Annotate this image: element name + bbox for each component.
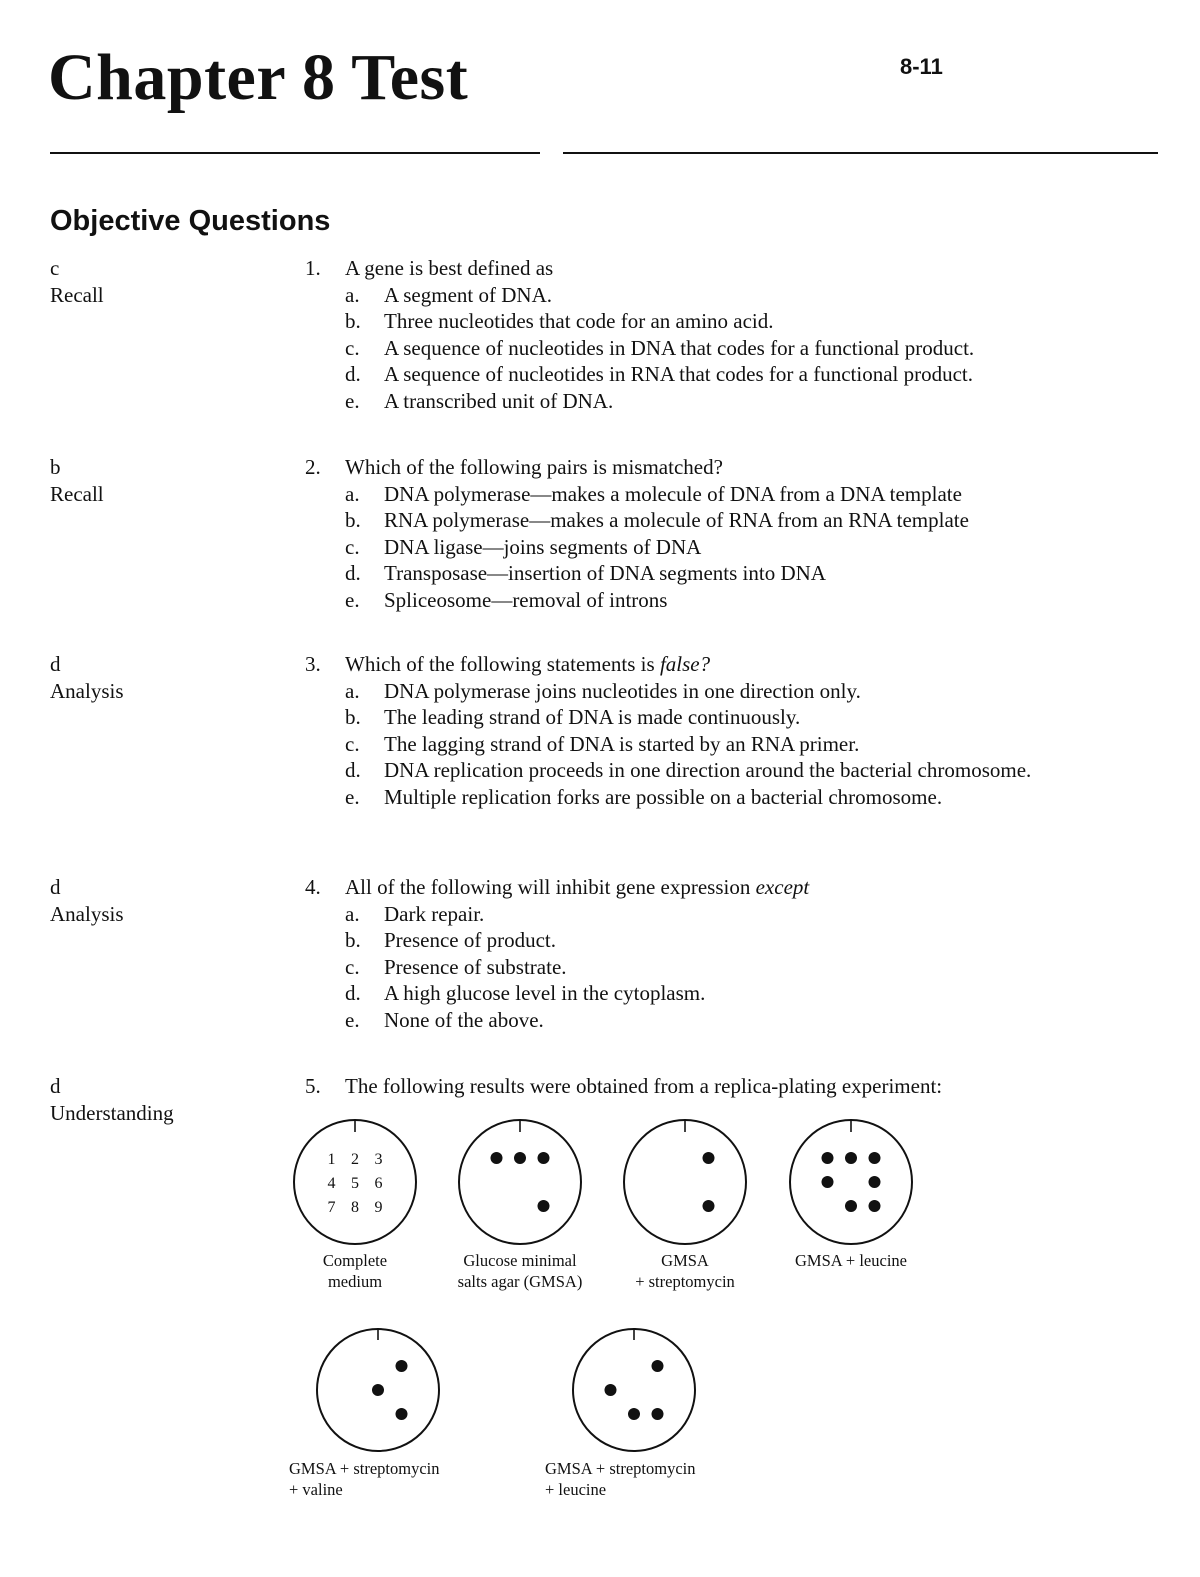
colony [869,1152,881,1164]
option-letter: d. [345,981,361,1005]
plate-outline [790,1120,912,1244]
page-title: Chapter 8 Test [48,41,469,114]
plate-label: GMSA [661,1251,709,1270]
option-text: Presence of substrate. [384,954,567,979]
petri-plate [294,1120,416,1291]
answer-letter: d [50,875,61,899]
question-number: 3. [305,652,321,676]
plate-label-line2: + valine [289,1480,343,1499]
colony-number: 6 [374,1175,383,1192]
option-letter: c. [345,731,360,756]
option-text: Three nucleotides that code for an amino acid. [384,309,774,333]
option-text: DNA polymerase—makes a molecule of DNA from a DNA template [384,481,962,506]
colony [822,1152,834,1164]
option-text: A transcribed unit of DNA. [384,388,614,413]
option-text: A sequence of nucleotides in DNA that codes for a functional product. [384,335,975,360]
colony [845,1152,857,1164]
plate-label: Complete [322,1251,388,1270]
colony [822,1176,834,1188]
colony [703,1200,715,1212]
option-text: Presence of product. [384,928,557,952]
option-text: Dark repair. [384,901,485,926]
option-text: A high glucose level in the cytoplasm. [384,981,706,1005]
option-letter: e. [345,784,360,809]
option-letter: a. [345,481,360,506]
option-text: DNA ligase—joins segments of DNA [384,534,702,559]
petri-plate [790,1120,912,1270]
colony-number: 9 [374,1199,383,1216]
question-number: 5. [305,1074,321,1098]
colony-number: 4 [327,1175,336,1192]
option-letter: c. [345,954,360,979]
option-text: Transposase—insertion of DNA segments into DNA [384,561,826,585]
page-number: 8-11 [900,54,943,79]
colony [869,1176,881,1188]
option-letter: b. [345,309,361,333]
option-letter: e. [345,587,360,612]
colony-number: 8 [351,1199,359,1216]
difficulty-level: Recall [50,481,104,506]
colony-number: 3 [374,1151,383,1168]
option-letter: e. [345,1007,360,1032]
option-letter: b. [345,928,361,952]
petri-plate [545,1328,695,1499]
option-letter: a. [345,901,360,926]
colony [869,1200,881,1212]
colony [628,1408,640,1420]
plate-label: GMSA + streptomycin [545,1459,696,1478]
colony [703,1152,715,1164]
stem-text: A gene is best defined as [345,256,554,280]
stem-text: Which of the following statements is [345,652,660,676]
plate-label-line2: salts agar (GMSA) [457,1272,583,1291]
colony [652,1408,664,1420]
plate-label-line2: medium [327,1272,383,1291]
plate-label: Glucose minimal [463,1251,577,1270]
difficulty-level: Analysis [50,901,124,926]
option-letter: c. [345,534,360,559]
question-number: 4. [305,875,321,899]
option-text: DNA replication proceeds in one direction around the bacterial chromosome. [384,758,1032,782]
option-letter: b. [345,705,361,729]
option-letter: d. [345,758,361,782]
answer-letter: b [50,455,61,479]
option-letter: e. [345,388,360,413]
plate-label: GMSA + streptomycin [289,1459,440,1478]
stem-emphasis: false? [659,652,711,676]
plate-outline [573,1329,695,1451]
option-text: A segment of DNA. [384,282,552,307]
colony [372,1384,384,1396]
colony [491,1152,503,1164]
colony-number: 5 [351,1175,359,1192]
plate-label-line2: + streptomycin [635,1272,735,1291]
option-letter: d. [345,561,361,585]
colony [396,1408,408,1420]
colony [514,1152,526,1164]
answer-letter: d [50,1074,61,1098]
option-letter: d. [345,362,361,386]
answer-letter: d [50,652,61,676]
option-text: A sequence of nucleotides in RNA that codes for a functional product. [384,362,974,386]
difficulty-level: Understanding [50,1100,174,1125]
petri-plate [289,1328,439,1499]
option-text: Multiple replication forks are possible on a bacterial chromosome. [384,784,943,809]
difficulty-level: Analysis [50,678,124,703]
option-text: The lagging strand of DNA is started by an RNA primer. [384,731,860,756]
plate-label-line2: + leucine [545,1480,607,1499]
colony [396,1360,408,1372]
colony-number: 7 [327,1199,336,1216]
option-text: Spliceosome—removal of introns [384,587,668,612]
colony [652,1360,664,1372]
option-text: RNA polymerase—makes a molecule of RNA from an RNA template [384,508,969,532]
colony-number: 2 [351,1151,359,1168]
stem-emphasis: except [755,875,810,899]
stem-text: The following results were obtained from a replica-plating experiment: [345,1074,943,1098]
section-title: Objective Questions [50,205,331,237]
plate-label: GMSA + leucine [795,1251,907,1270]
difficulty-level: Recall [50,282,104,307]
question-number: 2. [305,455,321,479]
option-text: None of the above. [384,1007,544,1032]
petri-plate [624,1120,746,1291]
stem-text: Which of the following pairs is mismatched? [345,455,723,479]
colony [605,1384,617,1396]
option-letter: a. [345,282,360,307]
option-letter: c. [345,335,360,360]
colony [538,1152,550,1164]
colony [845,1200,857,1212]
plate-outline [459,1120,581,1244]
option-text: DNA polymerase joins nucleotides in one direction only. [384,678,861,703]
question-number: 1. [305,256,321,280]
option-letter: a. [345,678,360,703]
option-letter: b. [345,508,361,532]
colony-number: 1 [327,1151,336,1168]
petri-plate [458,1120,583,1291]
plate-outline [624,1120,746,1244]
colony [538,1200,550,1212]
stem-text: All of the following will inhibit gene expression [345,875,756,899]
option-text: The leading strand of DNA is made continuously. [384,705,801,729]
answer-letter: c [50,256,60,280]
